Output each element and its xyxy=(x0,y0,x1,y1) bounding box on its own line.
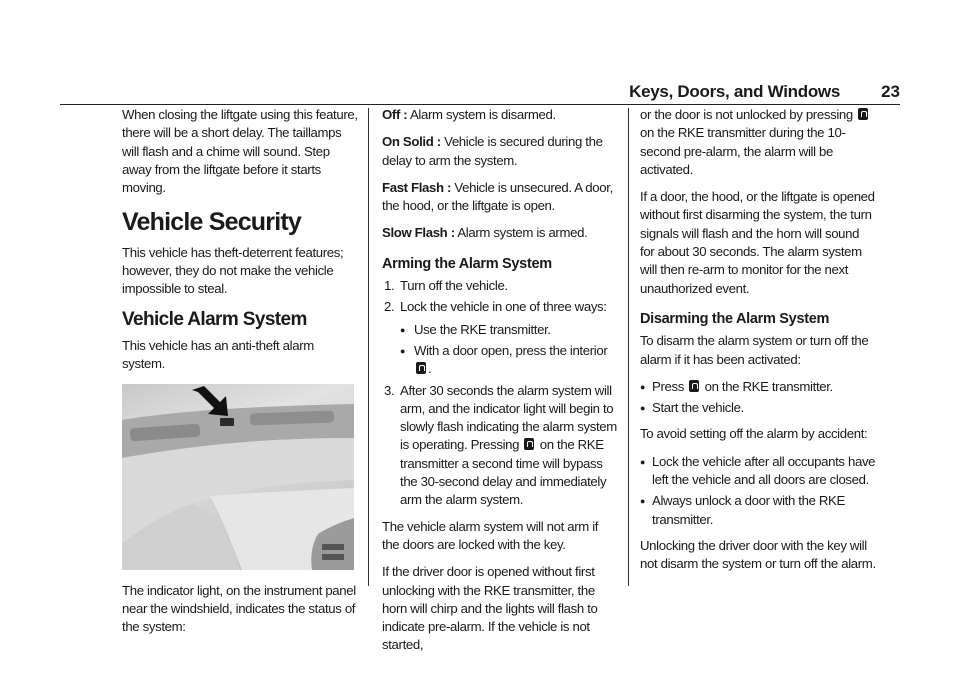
status-text: Alarm system is disarmed. xyxy=(407,107,556,122)
list-text: Press xyxy=(652,378,688,394)
list-item xyxy=(400,342,618,379)
step-text: Turn off the vehicle. xyxy=(400,278,508,294)
lock-methods xyxy=(400,321,618,379)
liftgate-paragraph: When closing the liftgate using this feature, there will be a short delay. The taillamps will flash and a chime will sound. Step away from the liftgate before it starts moving. xyxy=(122,107,358,196)
page-header xyxy=(60,68,900,105)
status-slow-flash xyxy=(382,224,618,242)
step-text: Lock the vehicle in one of three ways: xyxy=(400,299,607,315)
key-unlock-paragraph: Unlocking the driver door with the key will not disarm the system or turn off the alarm. xyxy=(640,537,876,572)
column-2 xyxy=(382,106,618,664)
status-fast-flash xyxy=(382,179,618,216)
indicator-light xyxy=(220,418,234,426)
pre-alarm-paragraph xyxy=(640,106,876,179)
status-on-solid xyxy=(382,133,618,170)
column-divider xyxy=(628,108,629,586)
step-number: 2. xyxy=(384,299,395,315)
list-text: on the RKE transmitter. xyxy=(701,378,833,394)
security-paragraph: This vehicle has theft-deterrent features; however, they do not make the vehicle impossible to steal. xyxy=(122,244,344,297)
driver-door-paragraph: If the driver door is opened without first unlocking with the RKE transmitter, the horn will chirp and the lights will flash to indicate pre-alarm. If the vehicle is not started, xyxy=(382,564,598,653)
lock-icon xyxy=(524,438,534,450)
heading-disarming: Disarming the Alarm System xyxy=(640,310,830,327)
step-text: With a door open, press the interior xyxy=(414,342,608,358)
section-heading-alarm-system: Vehicle Alarm System xyxy=(122,308,307,330)
paragraph-text: on the RKE transmitter during the 10-second pre-alarm, the alarm will be activated. xyxy=(640,125,846,177)
column-divider xyxy=(368,108,369,586)
disarm-list xyxy=(640,378,876,418)
status-text: Vehicle is unsecured. A door, the hood, or the liftgate is open. xyxy=(382,179,613,214)
list-item: ● Use the RKE transmitter. xyxy=(400,321,618,339)
opened-paragraph: If a door, the hood, or the liftgate is opened without first disarming the system, the turn signals will flash and the horn will sound for about 30 seconds. The alarm system will then re-arm to monitor for the next unauthorized event. xyxy=(640,189,875,296)
column-3 xyxy=(640,106,876,583)
avoid-paragraph: To avoid setting off the alarm by accident: xyxy=(640,426,868,442)
status-text: Alarm system is armed. xyxy=(454,225,588,241)
step-number: 3. xyxy=(384,382,395,398)
heading-arming: Arming the Alarm System xyxy=(382,255,552,272)
section-heading-vehicle-security: Vehicle Security xyxy=(122,208,301,237)
step-text: . xyxy=(428,361,432,377)
key-lock-paragraph: The vehicle alarm system will not arm if the doors are locked with the key. xyxy=(382,518,599,552)
lock-icon xyxy=(416,362,426,374)
list-item: ● Start the vehicle. xyxy=(640,399,876,417)
chapter-title: Keys, Doors, and Windows xyxy=(629,82,840,101)
avoid-list xyxy=(640,453,876,529)
indicator-light-illustration xyxy=(122,384,354,570)
status-off xyxy=(382,106,618,124)
step-text: on the RKE transmitter a second time will bypass the 30-second delay and immediately arm the alarm system. xyxy=(400,437,607,508)
list-item xyxy=(382,277,618,295)
list-item: ● Lock the vehicle after all occupants have left the vehicle and all doors are closed. xyxy=(640,453,876,490)
status-term: Slow Flash : xyxy=(382,225,455,241)
indicator-paragraph: The indicator light, on the instrument panel near the windshield, indicates the status of the system: xyxy=(122,582,356,635)
alarm-paragraph: This vehicle has an anti-theft alarm system. xyxy=(122,337,314,372)
status-text: Vehicle is secured during the delay to arm the system. xyxy=(382,134,603,168)
status-term: Off : xyxy=(382,107,408,122)
arming-steps xyxy=(382,277,618,510)
unlock-icon xyxy=(689,380,699,392)
paragraph-text: or the door is not unlocked by pressing xyxy=(640,107,857,122)
list-item xyxy=(640,378,876,396)
status-term: On Solid : xyxy=(382,134,441,150)
step-number: 1. xyxy=(384,278,395,294)
status-term: Fast Flash : xyxy=(382,179,452,195)
disarm-paragraph: To disarm the alarm system or turn off the alarm if it has been activated: xyxy=(640,333,869,367)
unlock-icon xyxy=(858,108,868,120)
list-item: ● Always unlock a door with the RKE transmitter. xyxy=(640,492,876,529)
step-text: After 30 seconds the alarm system will arm, and the indicator light will begin to slowly flash indicating the alarm system is operating. Pressing xyxy=(400,382,617,453)
page-number: 23 xyxy=(881,82,900,101)
dashboard-drawing xyxy=(122,384,354,570)
list-item xyxy=(382,298,618,378)
column-1 xyxy=(122,106,358,645)
list-item xyxy=(382,382,618,510)
